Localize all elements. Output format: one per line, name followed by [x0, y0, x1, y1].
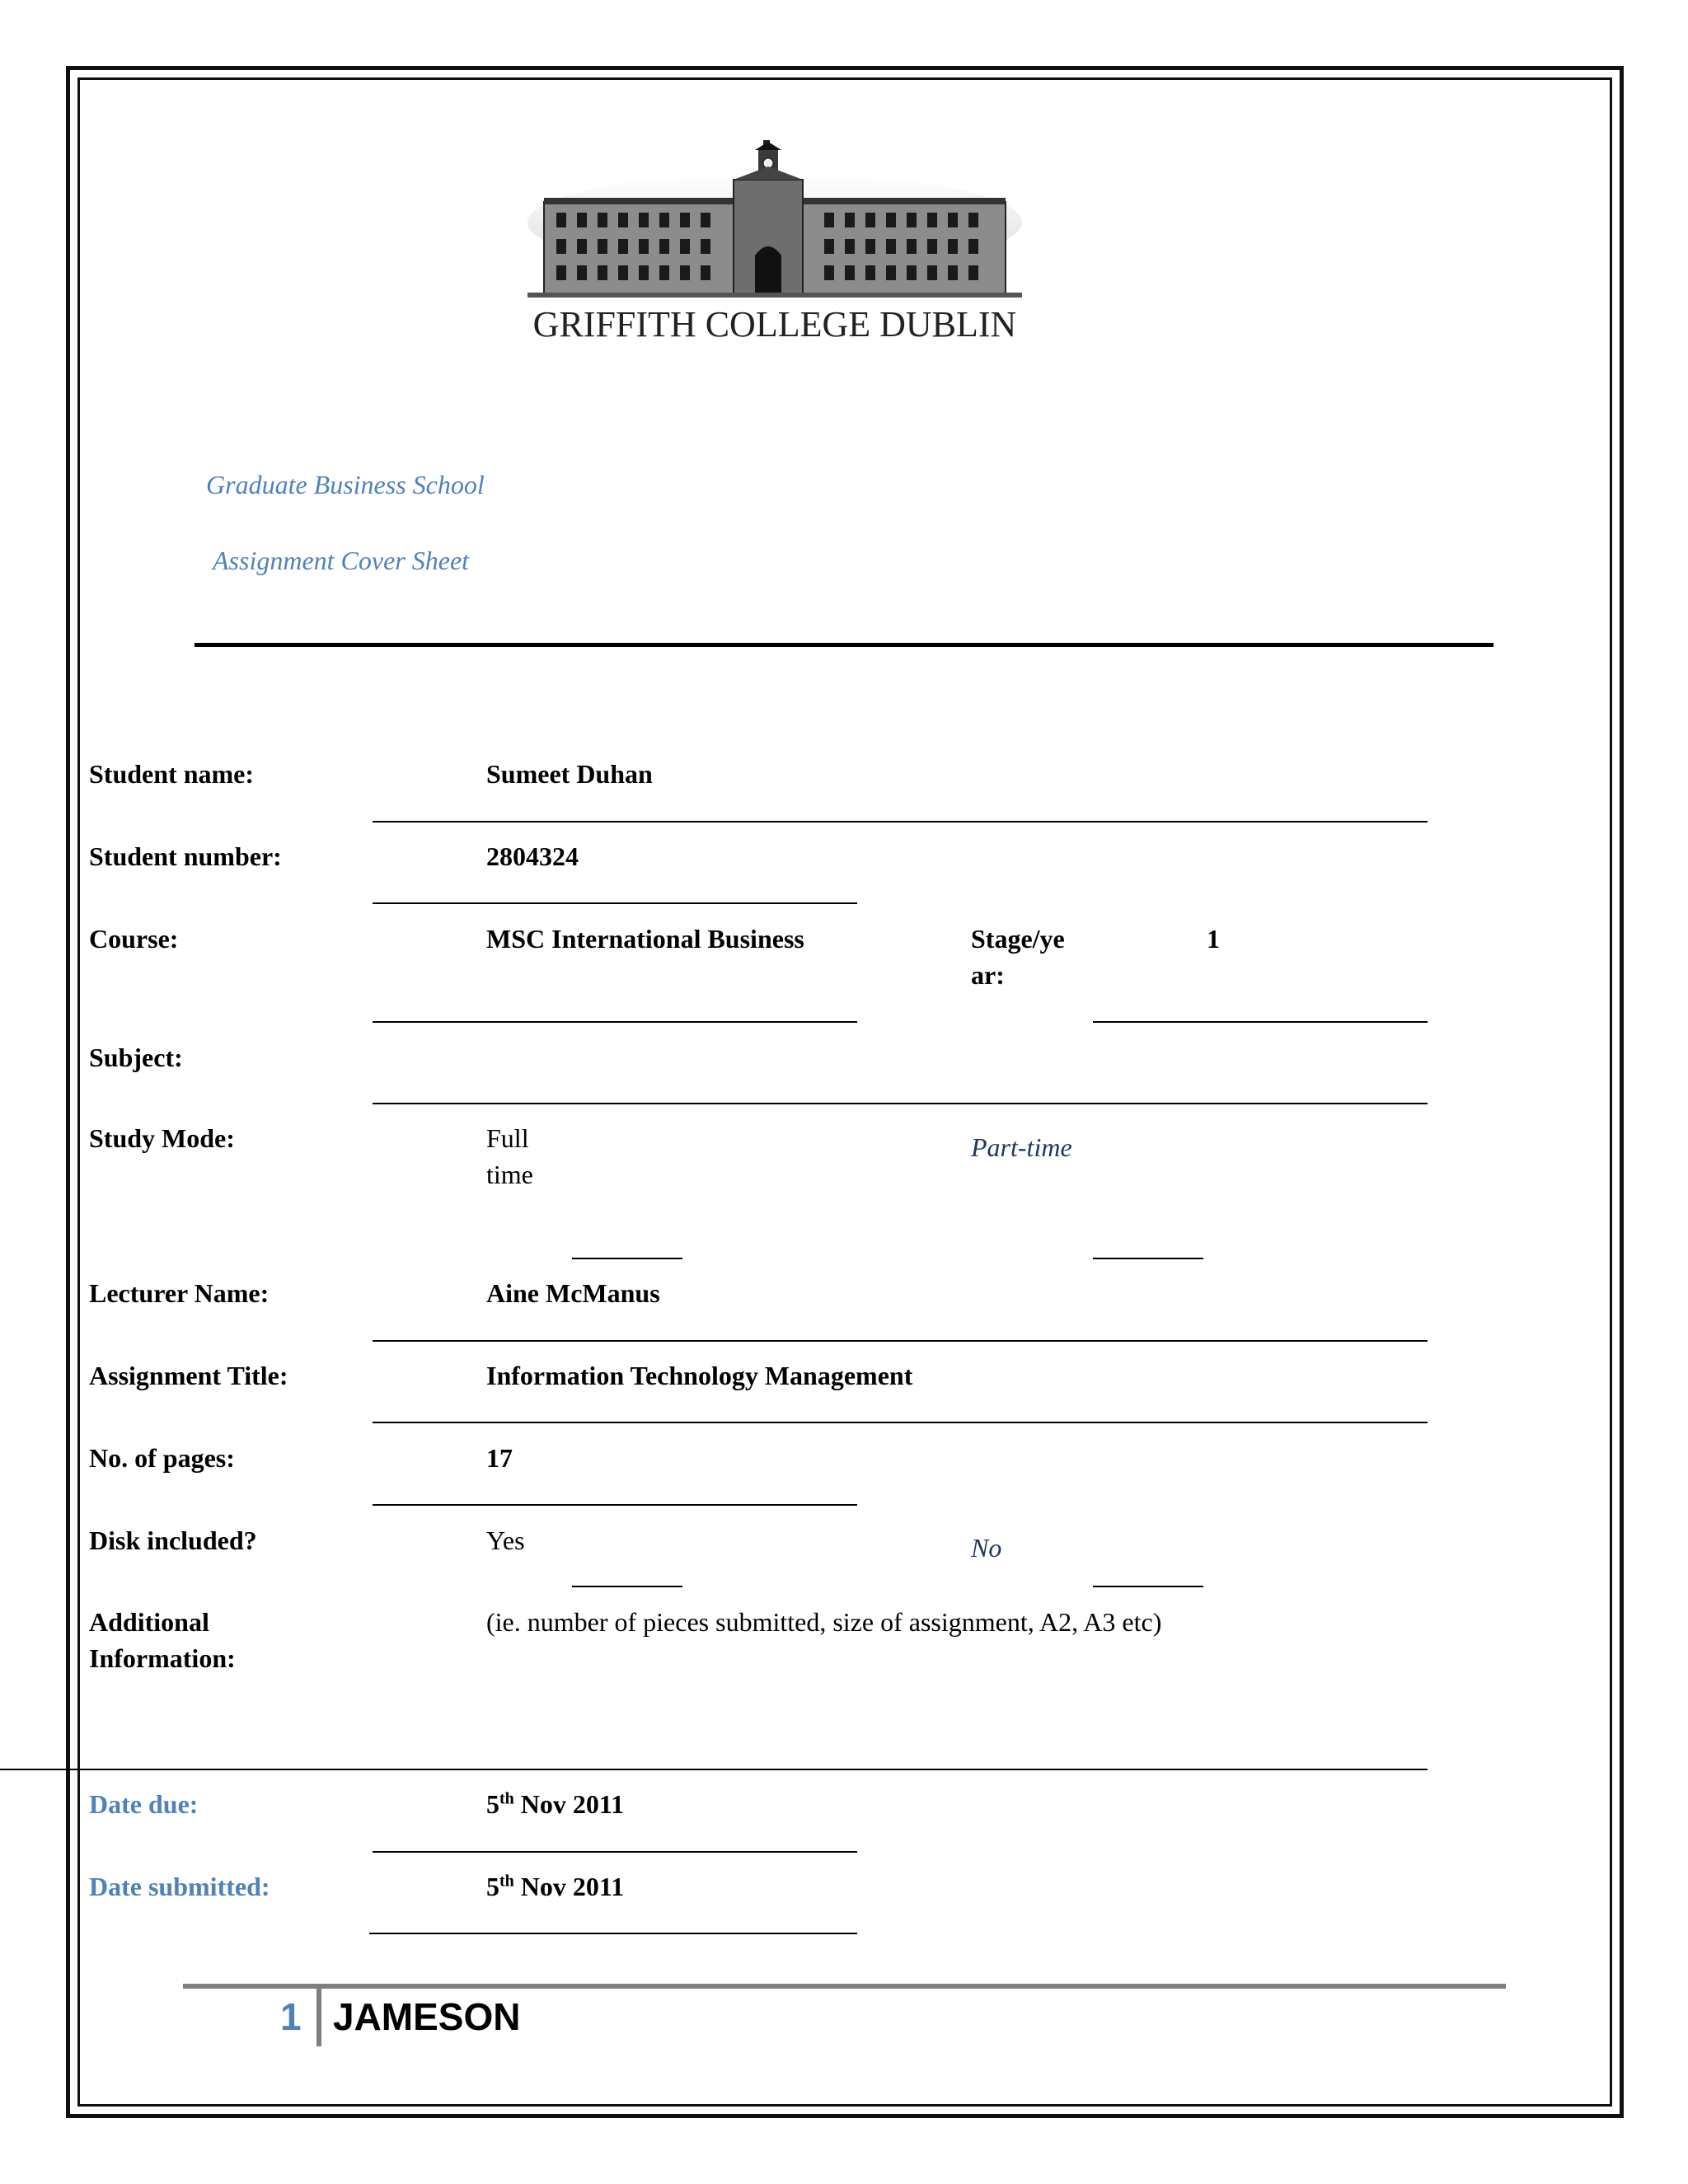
assignment-title-label: Assignment Title: [89, 1361, 288, 1390]
student-name-label: Student name: [89, 759, 255, 789]
page-number: 1 [280, 1995, 302, 2038]
disk-yes-option: Yes [486, 1526, 525, 1555]
additional-hint: (ie. number of pieces submitted, size of assignment, A2, A3 etc) [486, 1607, 1162, 1637]
full-time-blank [572, 1258, 682, 1259]
date-submitted-line [369, 1933, 857, 1934]
part-time-option: Part-time [971, 1132, 1072, 1162]
student-name-value: Sumeet Duhan [486, 759, 653, 789]
lecturer-line [373, 1340, 1428, 1342]
subject-line [373, 1103, 1428, 1104]
college-logo [511, 124, 1071, 346]
stage-label-line2: ar: [971, 960, 1005, 990]
course-line [373, 1021, 857, 1023]
date-submitted-label: Date submitted: [89, 1872, 270, 1901]
stage-line [1093, 1021, 1428, 1023]
pages-label: No. of pages: [89, 1443, 235, 1473]
assignment-title-line [373, 1422, 1428, 1423]
full-time-line1: Full [486, 1123, 529, 1153]
date-due-line [373, 1851, 857, 1853]
full-time-line2: time [486, 1160, 533, 1189]
lecturer-label: Lecturer Name: [89, 1278, 270, 1308]
additional-line [0, 1769, 1428, 1770]
student-number-line [373, 902, 857, 904]
date-submitted-value: 5th Nov 2011 [486, 1872, 625, 1901]
sheet-title: Assignment Cover Sheet [213, 546, 470, 575]
disk-no-option: No [971, 1533, 1002, 1563]
pages-value: 17 [486, 1443, 513, 1473]
student-number-label: Student number: [89, 841, 282, 871]
student-name-line [373, 821, 1428, 823]
disk-label: Disk included? [89, 1526, 257, 1555]
college-name: GRIFFITH COLLEGE DUBLIN [532, 304, 1017, 344]
subject-label: Subject: [89, 1043, 183, 1072]
stage-label-line1: Stage/ye [971, 924, 1065, 954]
date-due-label: Date due: [89, 1789, 199, 1819]
student-number-value: 2804324 [486, 841, 579, 871]
additional-label-line2: Information: [89, 1643, 236, 1673]
course-label: Course: [89, 924, 179, 954]
assignment-title-value: Information Technology Management [486, 1361, 913, 1390]
pages-line [373, 1504, 857, 1506]
disk-yes-blank [572, 1586, 682, 1587]
footer-divider [316, 1989, 321, 2046]
stage-value: 1 [1207, 924, 1220, 954]
lecturer-value: Aine McManus [486, 1278, 660, 1308]
additional-label-line1: Additional [89, 1607, 209, 1637]
part-time-blank [1093, 1258, 1203, 1259]
page-border-inner [77, 77, 1612, 2107]
footer-author-name: JAMESON [333, 1995, 521, 2038]
school-name: Graduate Business School [206, 470, 485, 499]
header-rule [195, 643, 1493, 647]
course-value: MSC International Business [486, 924, 804, 954]
date-due-value: 5th Nov 2011 [486, 1789, 625, 1819]
footer-rule [183, 1984, 1506, 1989]
disk-no-blank [1093, 1586, 1203, 1587]
study-mode-label: Study Mode: [89, 1123, 235, 1153]
